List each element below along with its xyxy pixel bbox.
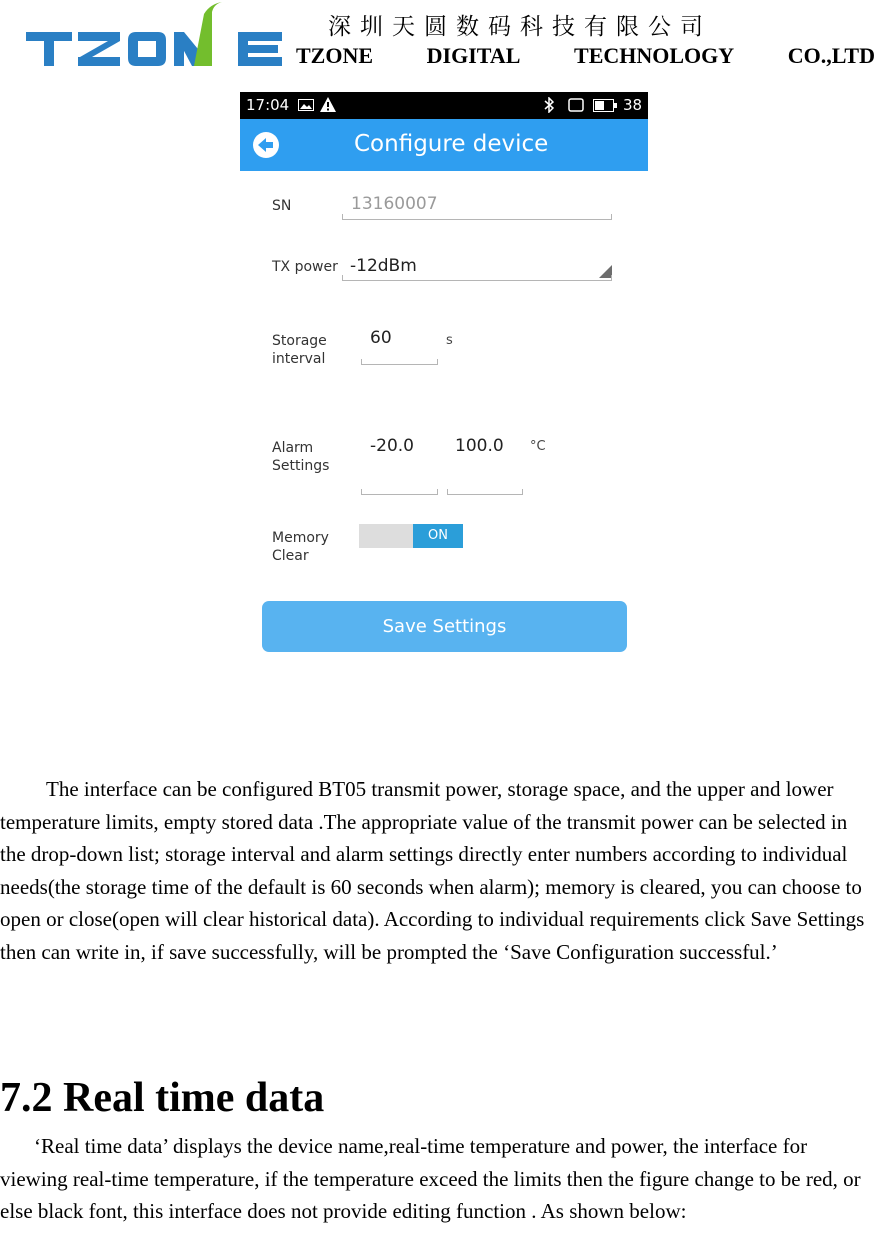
app-bar bbox=[240, 119, 648, 171]
company-word: CO.,LTD bbox=[787, 43, 875, 68]
battery-level: 38 bbox=[623, 96, 643, 114]
description-paragraph: The interface can be configured BT05 transmit power, storage space, and the upper and lower temperature limits, empty stored data .The appropriate value of the transmit power can be selected in the drop-down list; storage interval and alarm settings directly enter numbers according to individual needs(the storage time of the default is 60 seconds when alarm); memory is cleared, you can choose to open or close(open will clear historical data). According to individual requirements click Save Settings then can write in, if save successfully, will be prompted the ‘Save Configuration successful.’ bbox=[0, 777, 865, 964]
signal-icon bbox=[568, 98, 584, 112]
company-name-english bbox=[296, 43, 875, 69]
memory-clear-label bbox=[272, 529, 329, 565]
toggle-on-label: ON bbox=[413, 524, 463, 548]
storage-label-line: interval bbox=[272, 351, 326, 367]
status-bar bbox=[240, 92, 648, 119]
tx-power-underline bbox=[342, 275, 612, 281]
company-word: TECHNOLOGY bbox=[574, 43, 735, 68]
storage-label-line: Storage bbox=[272, 333, 327, 349]
back-arrow-icon[interactable] bbox=[252, 131, 280, 159]
page-title: Configure device bbox=[354, 131, 549, 157]
alarm-high-input[interactable]: 100.0 bbox=[455, 436, 504, 456]
company-header bbox=[0, 0, 875, 78]
warning-icon bbox=[320, 97, 336, 112]
alarm-settings-label bbox=[272, 439, 329, 475]
tx-power-select[interactable]: -12dBm bbox=[350, 256, 417, 276]
alarm-low-input[interactable]: -20.0 bbox=[370, 436, 414, 456]
alarm-high-underline bbox=[447, 489, 523, 495]
alarm-label-line: Alarm bbox=[272, 440, 314, 456]
real-time-data-paragraph: ‘Real time data’ displays the device name,real-time temperature and power, the interface for viewing real-time temperature, if the temperature exceed the limits then the figure change to be red, or else black font, this interface does not provide editing function . As shown below: bbox=[0, 1134, 861, 1223]
company-word: DIGITAL bbox=[426, 43, 521, 68]
image-icon bbox=[298, 99, 314, 111]
storage-interval-label bbox=[272, 332, 327, 368]
sn-label: SN bbox=[272, 198, 292, 214]
status-time: 17:04 bbox=[246, 96, 290, 114]
storage-unit: s bbox=[446, 333, 453, 348]
phone-screenshot bbox=[240, 92, 648, 662]
company-name-chinese: 深圳天圆数码科技有限公司 bbox=[328, 14, 712, 40]
memory-label-line: Clear bbox=[272, 548, 309, 564]
memory-label-line: Memory bbox=[272, 530, 329, 546]
battery-icon bbox=[593, 99, 617, 112]
sn-field[interactable]: 13160007 bbox=[351, 194, 438, 214]
alarm-unit: °C bbox=[530, 439, 546, 454]
save-settings-button[interactable]: Save Settings bbox=[262, 601, 627, 652]
tx-power-label: TX power bbox=[272, 259, 338, 275]
tzone-logo bbox=[26, 2, 298, 70]
alarm-low-underline bbox=[361, 489, 438, 495]
company-word: TZONE bbox=[296, 43, 374, 68]
storage-interval-input[interactable]: 60 bbox=[370, 328, 392, 348]
sn-field-underline bbox=[342, 214, 612, 220]
memory-clear-toggle[interactable] bbox=[359, 524, 463, 548]
section-heading: 7.2 Real time data bbox=[0, 1075, 325, 1121]
storage-interval-underline bbox=[361, 359, 438, 365]
bluetooth-icon bbox=[544, 97, 554, 113]
alarm-label-line: Settings bbox=[272, 458, 330, 474]
